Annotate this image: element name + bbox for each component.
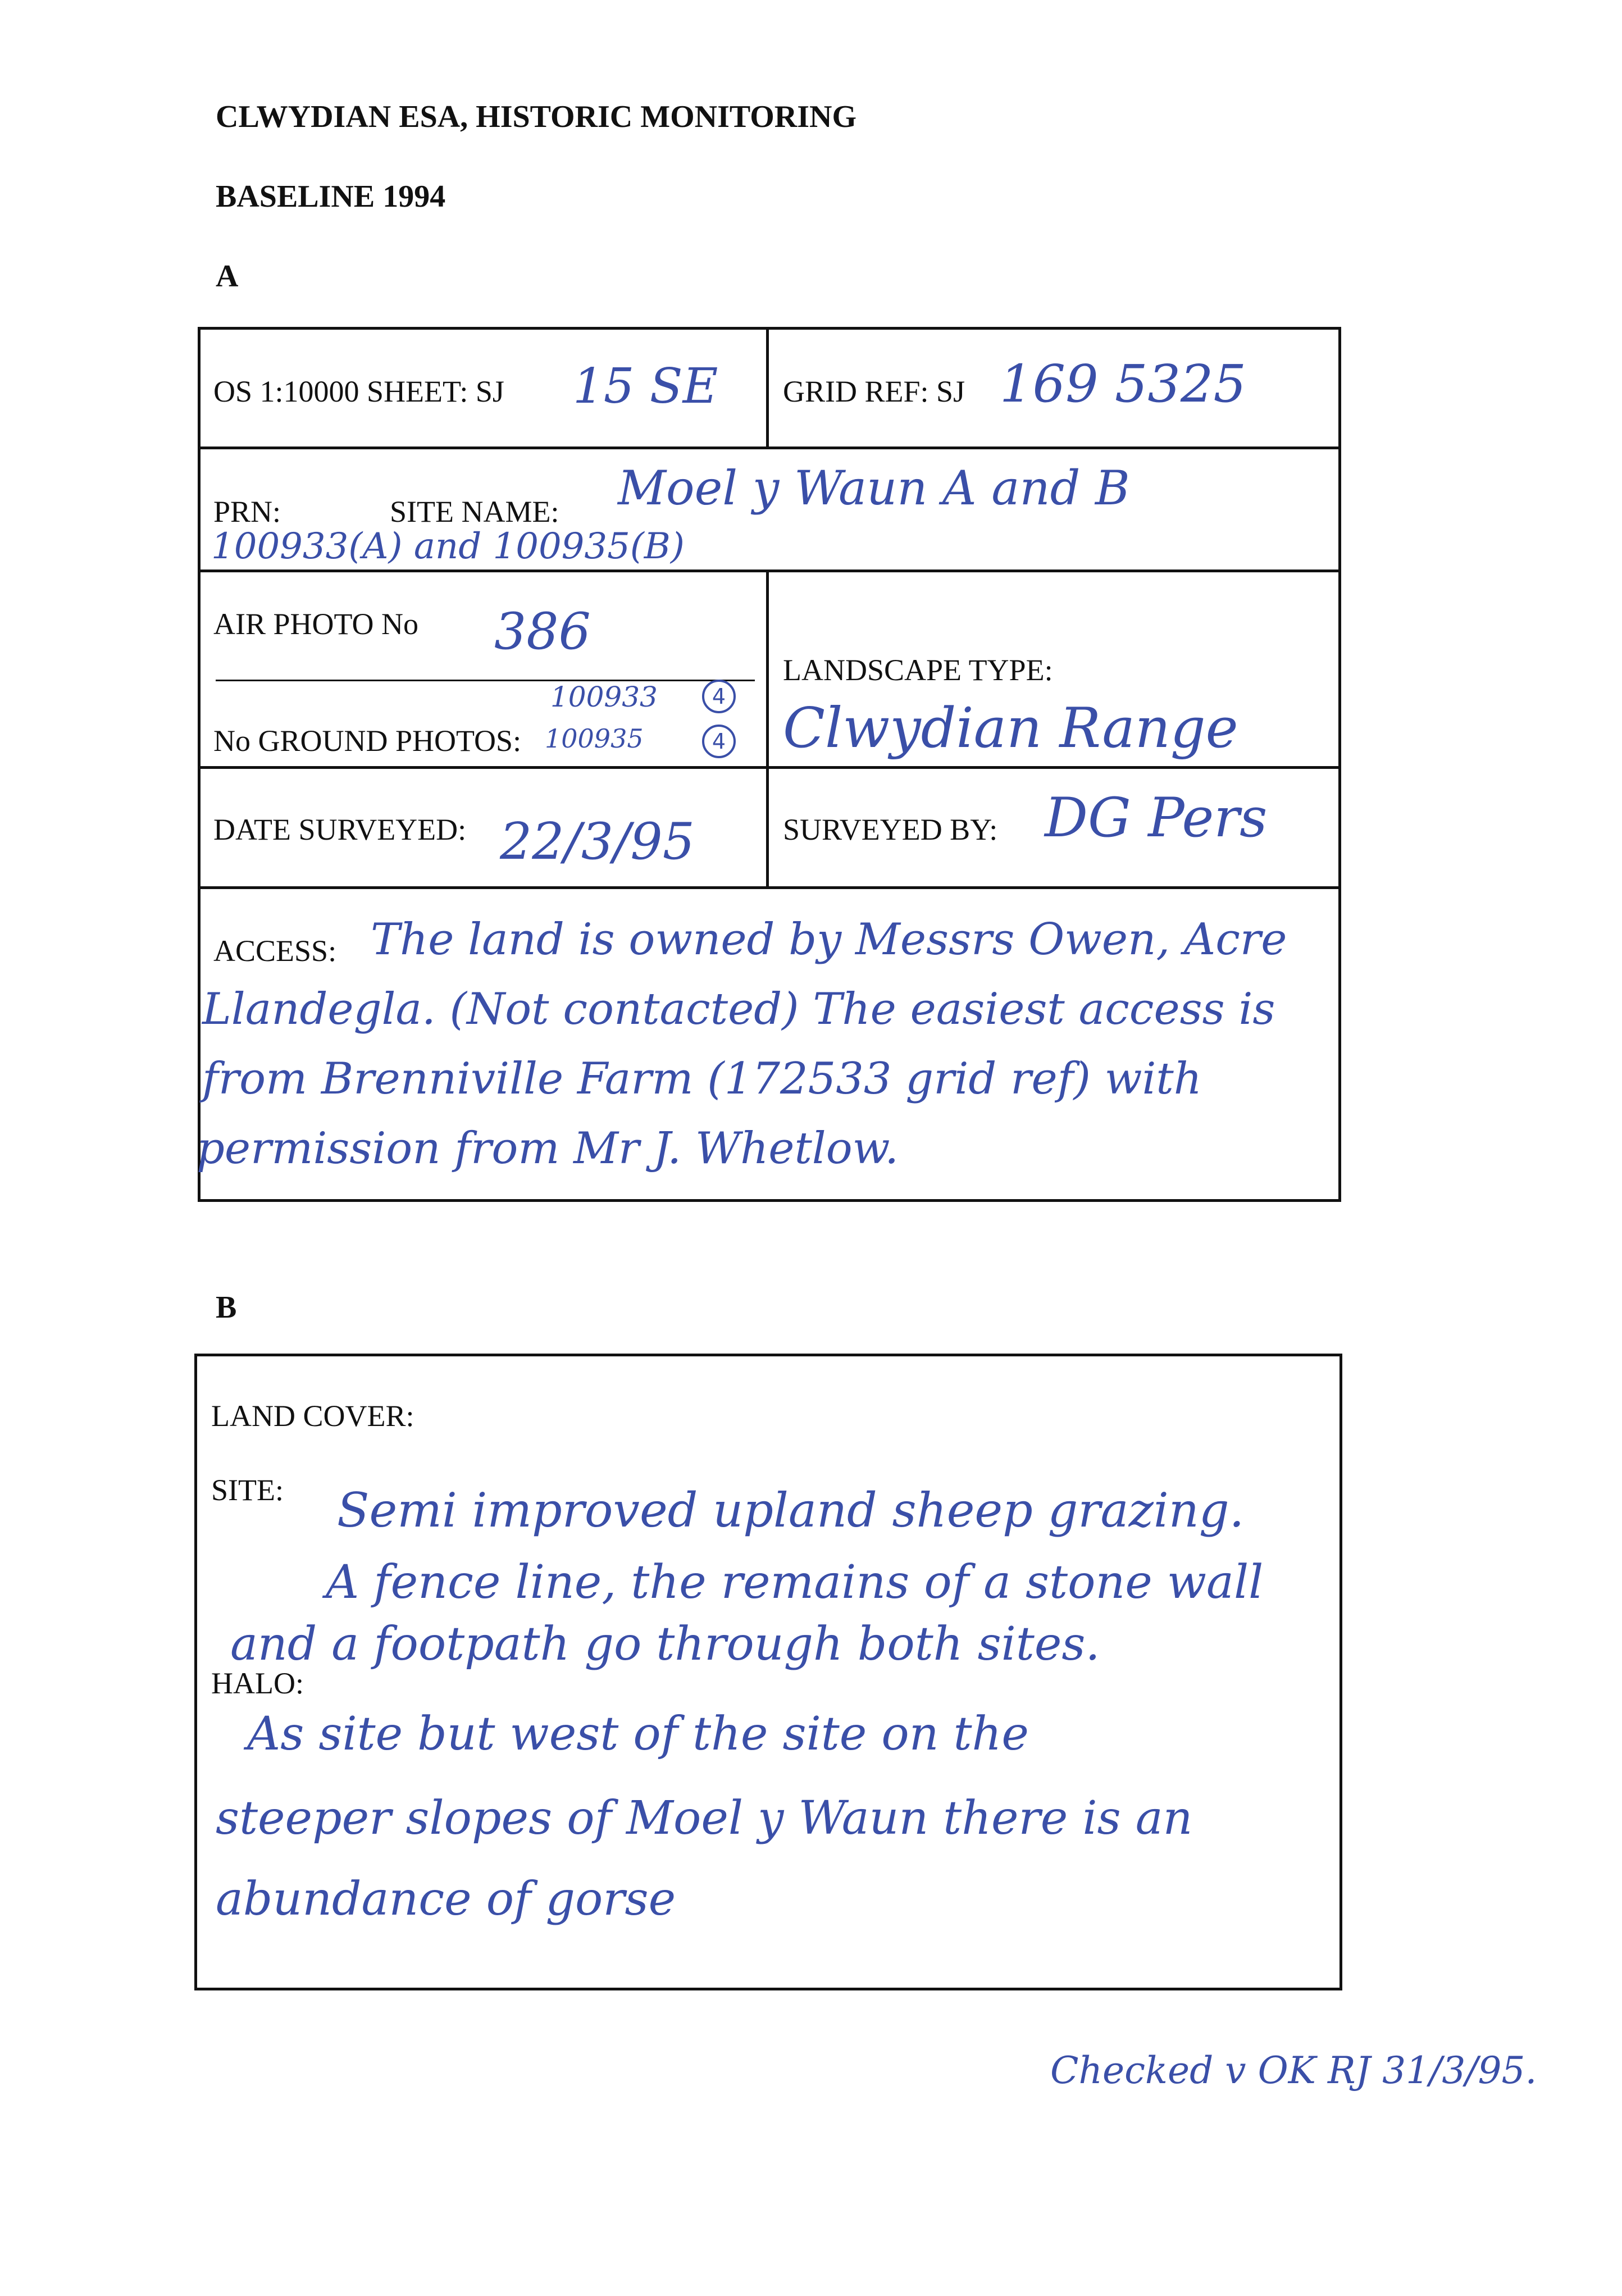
grid-ref-value: 169 5325 (1000, 354, 1246, 414)
prn-value: 100933(A) and 100935(B) (211, 526, 685, 567)
air-photo-underline (216, 680, 755, 681)
halo-line-1: As site but west of the site on the (247, 1707, 1029, 1761)
site-line-1: Semi improved upland sheep grazing. (337, 1483, 1245, 1538)
date-surveyed-value: 22/3/95 (500, 812, 695, 871)
site-line-3: and a footpath go through both sites. (230, 1618, 1100, 1671)
ground-photos-label: No GROUND PHOTOS: (213, 724, 522, 758)
access-line-2: Llandegla. (Not contacted) The easiest access is (202, 984, 1275, 1035)
ground-photo-prn-1: 100933 (550, 681, 658, 713)
divider-row1 (198, 447, 1341, 449)
site-name-label: SITE NAME: (390, 495, 559, 529)
divider-col-top (766, 327, 769, 448)
landscape-type-label: LANDSCAPE TYPE: (783, 653, 1053, 687)
site-label: SITE: (211, 1473, 284, 1507)
land-cover-label: LAND COVER: (211, 1399, 414, 1433)
air-photo-label: AIR PHOTO No (213, 607, 419, 641)
checked-note: Checked v OK RJ 31/3/95. (1050, 2049, 1537, 2092)
site-name-value: Moel y Waun A and B (618, 461, 1130, 516)
divider-row2 (198, 570, 1341, 572)
divider-row4 (198, 886, 1341, 889)
form-subtitle: BASELINE 1994 (216, 179, 446, 214)
ground-photo-prn-2: 100935 (545, 723, 644, 754)
site-line-2: A fence line, the remains of a stone wall (326, 1556, 1264, 1609)
divider-row3 (198, 766, 1341, 769)
access-line-1: The land is owned by Messrs Owen, Acre (371, 914, 1287, 965)
ground-photo-count-2: 4 (702, 725, 736, 758)
access-label: ACCESS: (213, 934, 337, 968)
os-sheet-value: 15 SE (573, 358, 718, 414)
ground-photo-count-1: 4 (702, 680, 736, 713)
access-line-4: permission from Mr J. Whetlow. (197, 1123, 899, 1174)
date-surveyed-label: DATE SURVEYED: (213, 813, 467, 846)
grid-ref-label: GRID REF: SJ (783, 375, 965, 408)
halo-line-3: abundance of gorse (216, 1873, 676, 1926)
surveyed-by-value: DG Pers (1045, 786, 1268, 849)
air-photo-value: 386 (494, 602, 591, 661)
os-sheet-label: OS 1:10000 SHEET: SJ (213, 375, 504, 408)
section-a-heading: A (216, 259, 239, 294)
halo-label: HALO: (211, 1666, 304, 1700)
divider-col-mid (766, 570, 769, 887)
landscape-type-value: Clwydian Range (783, 696, 1238, 760)
access-line-3: from Brenniville Farm (172533 grid ref) with (202, 1054, 1202, 1104)
prn-label: PRN: (213, 495, 281, 529)
form-title: CLWYDIAN ESA, HISTORIC MONITORING (216, 99, 856, 134)
halo-line-2: steeper slopes of Moel y Waun there is an (216, 1792, 1193, 1845)
section-b-heading: B (216, 1290, 237, 1325)
surveyed-by-label: SURVEYED BY: (783, 813, 998, 846)
